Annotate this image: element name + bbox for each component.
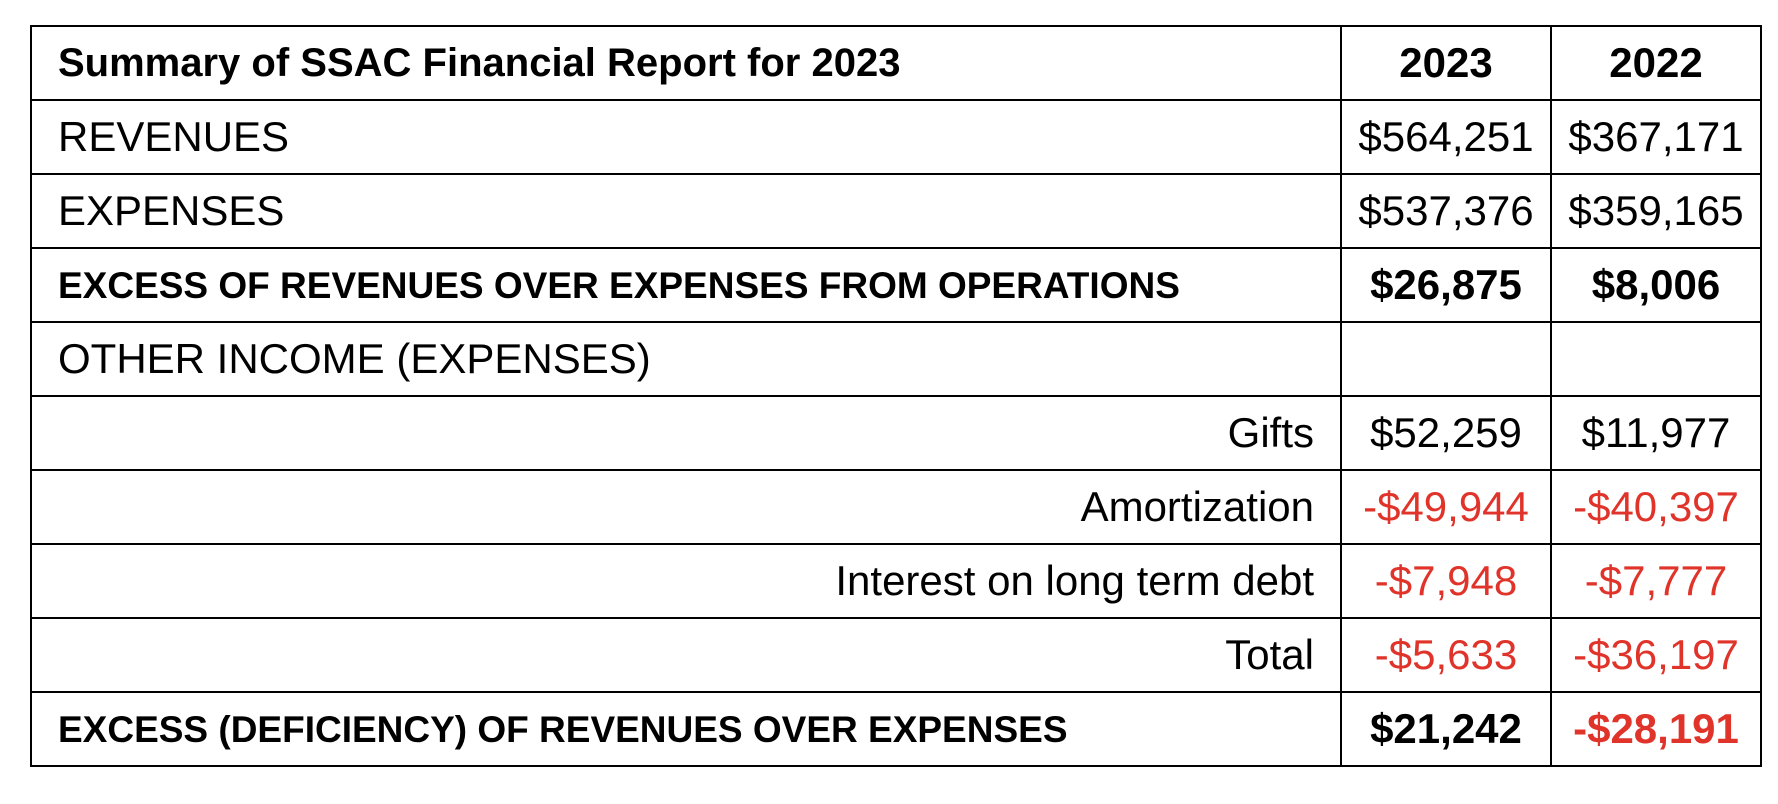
table-row-excess-operations — [31, 248, 1761, 322]
table-row-expenses — [31, 174, 1761, 248]
row-label: REVENUES — [31, 100, 1341, 174]
value-2022: -$28,191 — [1551, 692, 1761, 766]
table-row-excess-deficiency — [31, 692, 1761, 766]
value-2023: -$5,633 — [1341, 618, 1551, 692]
row-label: Total — [31, 618, 1341, 692]
table-row-total — [31, 618, 1761, 692]
value-2022: $8,006 — [1551, 248, 1761, 322]
header-row — [31, 26, 1761, 100]
row-label: Interest on long term debt — [31, 544, 1341, 618]
value-2022: -$7,777 — [1551, 544, 1761, 618]
year-header-2023: 2023 — [1341, 26, 1551, 100]
value-2022: $11,977 — [1551, 396, 1761, 470]
row-label: Amortization — [31, 470, 1341, 544]
value-2023: $26,875 — [1341, 248, 1551, 322]
table-row-revenues — [31, 100, 1761, 174]
year-header-2022: 2022 — [1551, 26, 1761, 100]
value-2023: -$49,944 — [1341, 470, 1551, 544]
value-2023: $537,376 — [1341, 174, 1551, 248]
value-2023: -$7,948 — [1341, 544, 1551, 618]
value-2023: $21,242 — [1341, 692, 1551, 766]
table-row-other-income — [31, 322, 1761, 396]
row-label: Gifts — [31, 396, 1341, 470]
value-2023: $564,251 — [1341, 100, 1551, 174]
value-2023: $52,259 — [1341, 396, 1551, 470]
value-2023 — [1341, 322, 1551, 396]
financial-summary-table — [30, 25, 1762, 767]
table-row-interest — [31, 544, 1761, 618]
row-label: EXCESS (DEFICIENCY) OF REVENUES OVER EXPENSES — [31, 692, 1341, 766]
value-2022: $367,171 — [1551, 100, 1761, 174]
row-label: EXCESS OF REVENUES OVER EXPENSES FROM OPERATIONS — [31, 248, 1341, 322]
value-2022: -$36,197 — [1551, 618, 1761, 692]
table-title: Summary of SSAC Financial Report for 2023 — [31, 26, 1341, 100]
value-2022: -$40,397 — [1551, 470, 1761, 544]
table-row-gifts — [31, 396, 1761, 470]
value-2022: $359,165 — [1551, 174, 1761, 248]
row-label: EXPENSES — [31, 174, 1341, 248]
value-2022 — [1551, 322, 1761, 396]
table-row-amortization — [31, 470, 1761, 544]
row-label: OTHER INCOME (EXPENSES) — [31, 322, 1341, 396]
